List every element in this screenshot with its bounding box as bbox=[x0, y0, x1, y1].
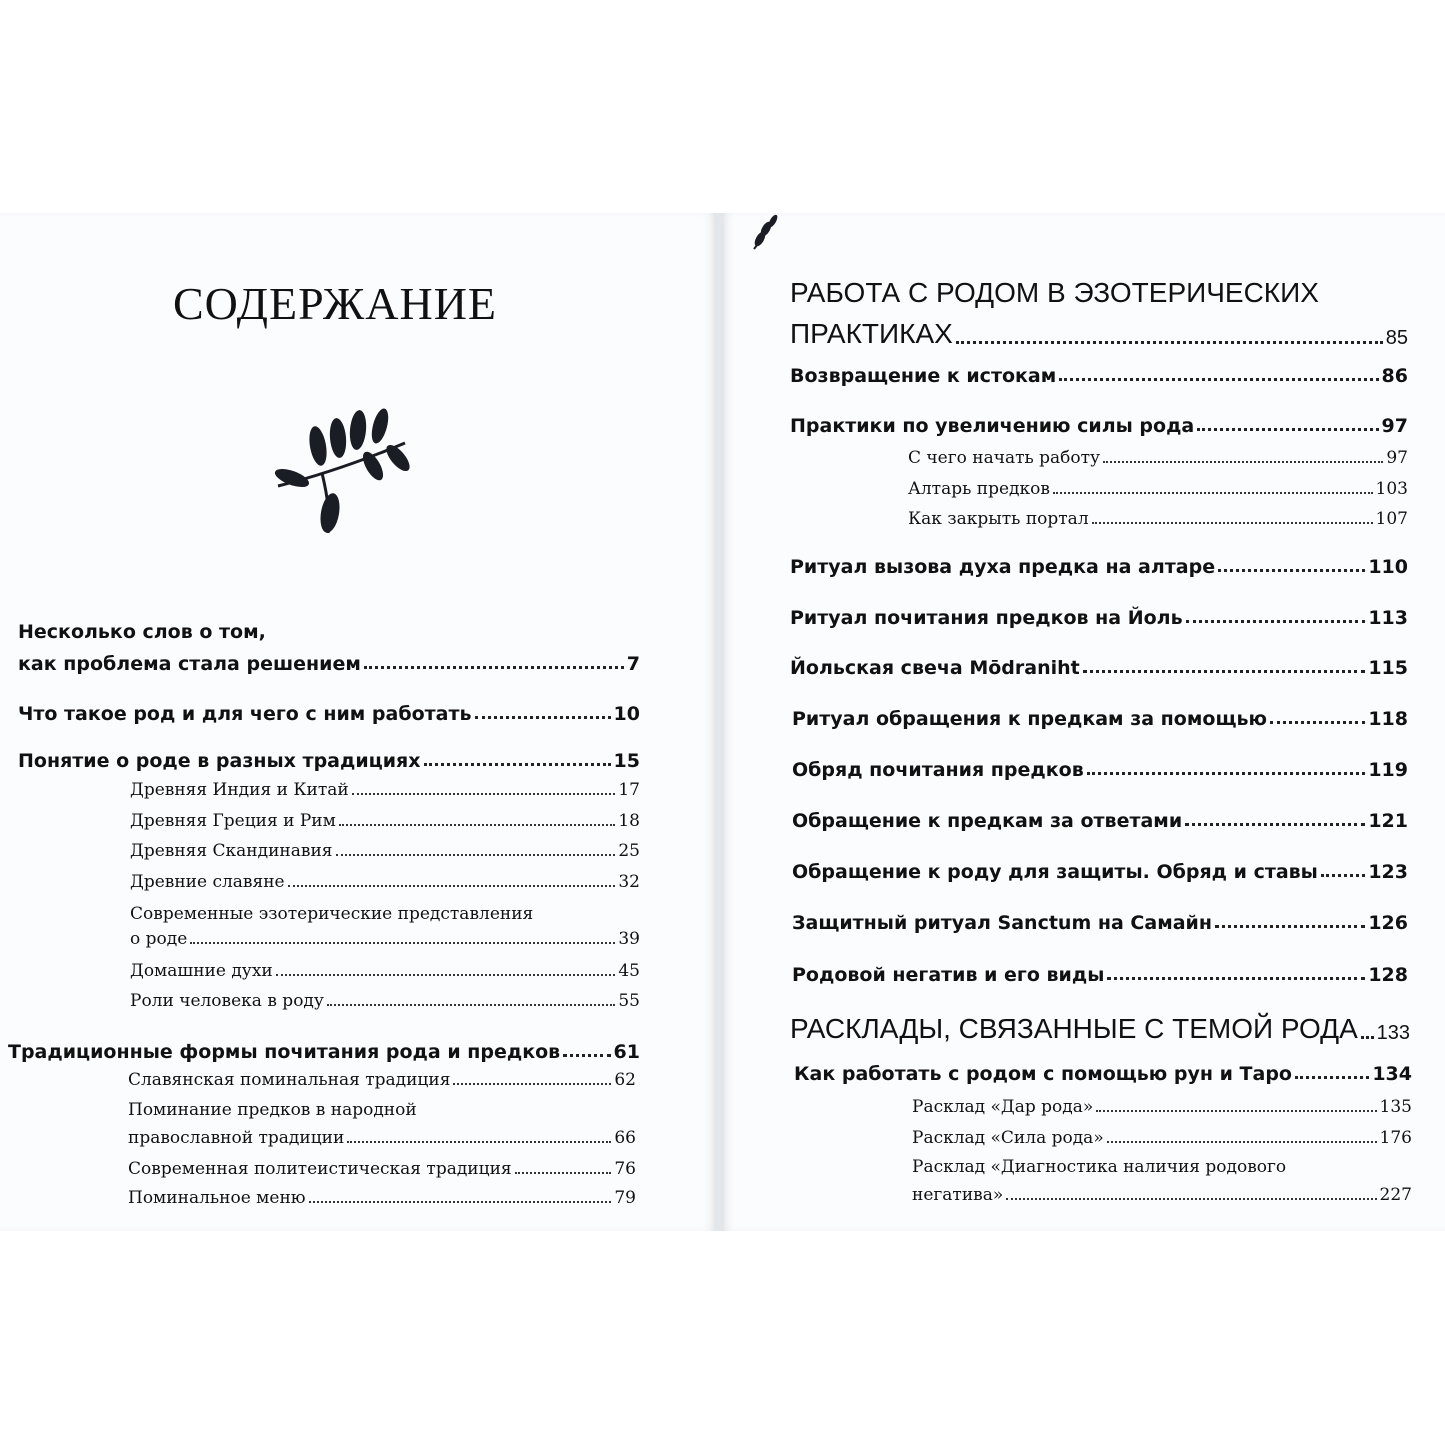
toc-entry[interactable] bbox=[790, 318, 1408, 350]
toc-entry-title: Обращение к роду для защиты. Обряд и ставы bbox=[792, 861, 1318, 883]
toc-page-number: 18 bbox=[618, 811, 640, 831]
dot-leader bbox=[1107, 977, 1365, 980]
dot-leader bbox=[309, 1201, 612, 1203]
dot-leader bbox=[563, 1054, 610, 1057]
toc-page-number: 15 bbox=[613, 750, 640, 772]
toc-entry-title: о роде bbox=[130, 929, 188, 949]
toc-page-number: 103 bbox=[1375, 479, 1408, 499]
toc-entry[interactable] bbox=[8, 1041, 640, 1063]
toc-entry-title: С чего начать работу bbox=[908, 448, 1101, 468]
toc-entry-title: Понятие о роде в разных традициях bbox=[18, 750, 421, 772]
dot-leader bbox=[276, 974, 616, 976]
dot-leader bbox=[339, 824, 616, 826]
toc-page-number: 123 bbox=[1368, 861, 1408, 883]
toc-page-number: 17 bbox=[618, 780, 640, 800]
toc-page-number: 79 bbox=[614, 1188, 636, 1208]
toc-entry-line1: Расклад «Диагностика наличия родового bbox=[912, 1157, 1287, 1177]
toc-entry[interactable] bbox=[790, 415, 1408, 437]
dot-leader bbox=[1215, 925, 1365, 928]
dot-leader bbox=[1361, 1036, 1374, 1039]
dot-leader bbox=[1107, 1141, 1377, 1143]
toc-page-number: 61 bbox=[613, 1041, 640, 1063]
toc-entry[interactable] bbox=[790, 657, 1408, 679]
toc-entry-title: Древняя Индия и Китай bbox=[130, 780, 349, 800]
leaf-branch-ornament bbox=[270, 408, 415, 538]
right-page bbox=[722, 213, 1445, 1231]
toc-entry-title: Расклад «Сила рода» bbox=[912, 1128, 1104, 1148]
dot-leader bbox=[1087, 772, 1366, 775]
dot-leader bbox=[453, 1083, 611, 1085]
toc-entry[interactable] bbox=[128, 1159, 636, 1179]
toc-page-number: 121 bbox=[1368, 810, 1408, 832]
toc-page-number: 39 bbox=[618, 929, 640, 949]
toc-entry[interactable] bbox=[130, 991, 640, 1011]
toc-entry-title: Домашние духи bbox=[130, 961, 273, 981]
toc-entry-title: как проблема стала решением bbox=[18, 653, 361, 675]
dot-leader bbox=[1092, 522, 1373, 524]
toc-entry-title: ПРАКТИКАХ bbox=[790, 318, 953, 349]
dot-leader bbox=[424, 763, 611, 766]
toc-entry-title: негатива» bbox=[912, 1185, 1004, 1205]
toc-entry[interactable] bbox=[128, 1188, 636, 1208]
toc-entry-line1: Современные эзотерические представления bbox=[130, 904, 534, 924]
toc-page-number: 118 bbox=[1368, 708, 1408, 730]
toc-entry[interactable] bbox=[792, 912, 1408, 934]
toc-entry[interactable] bbox=[130, 929, 640, 949]
toc-page-number: 7 bbox=[626, 653, 640, 675]
toc-entry-title: Обращение к предкам за ответами bbox=[792, 810, 1183, 832]
toc-entry[interactable] bbox=[912, 1097, 1412, 1117]
toc-entry-title: Как работать с родом с помощью рун и Таро bbox=[794, 1063, 1292, 1085]
dot-leader bbox=[190, 942, 615, 944]
toc-entry[interactable] bbox=[18, 653, 640, 675]
toc-page-number: 45 bbox=[618, 961, 640, 981]
toc-entry-title: Расклад «Дар рода» bbox=[912, 1097, 1094, 1117]
dot-leader bbox=[1083, 670, 1366, 673]
toc-entry[interactable] bbox=[912, 1185, 1412, 1205]
dot-leader bbox=[336, 854, 616, 856]
toc-entry[interactable] bbox=[790, 556, 1408, 578]
dot-leader bbox=[1185, 823, 1365, 826]
dot-leader bbox=[1103, 461, 1383, 463]
toc-page-number: 66 bbox=[614, 1128, 636, 1148]
dot-leader bbox=[1006, 1198, 1376, 1200]
toc-page-number: 32 bbox=[618, 872, 640, 892]
toc-entry-title: Что такое род и для чего с ним работать bbox=[18, 703, 472, 725]
toc-page-number: 119 bbox=[1368, 759, 1408, 781]
toc-entry[interactable] bbox=[130, 872, 640, 892]
toc-page-number: 62 bbox=[614, 1070, 636, 1090]
toc-entry-title: Роли человека в роду bbox=[130, 991, 324, 1011]
toc-entry-title: Йольская свеча Mōdraniht bbox=[790, 657, 1080, 679]
toc-entry-title: Ритуал обращения к предкам за помощью bbox=[792, 708, 1267, 730]
toc-entry-title: Древние славяне bbox=[130, 872, 285, 892]
toc-entry[interactable] bbox=[792, 810, 1408, 832]
toc-page-number: 97 bbox=[1381, 415, 1408, 437]
page-title: СОДЕРЖАНИЕ bbox=[172, 278, 498, 329]
dot-leader bbox=[352, 793, 616, 795]
leaf-sprig-icon bbox=[748, 213, 782, 253]
toc-entry-title: Родовой негатив и его виды bbox=[792, 964, 1105, 986]
toc-entry-title: Древняя Греция и Рим bbox=[130, 811, 336, 831]
dot-leader bbox=[364, 666, 624, 669]
toc-entry[interactable] bbox=[128, 1070, 636, 1090]
toc-entry[interactable] bbox=[130, 780, 640, 800]
toc-page-number: 10 bbox=[613, 703, 640, 725]
toc-page-number: 134 bbox=[1372, 1063, 1412, 1085]
dot-leader bbox=[1321, 874, 1365, 877]
toc-page-number: 76 bbox=[614, 1159, 636, 1179]
toc-entry[interactable] bbox=[908, 509, 1408, 529]
dot-leader bbox=[1059, 378, 1378, 381]
toc-page-number: 86 bbox=[1381, 365, 1408, 387]
toc-entry[interactable] bbox=[908, 479, 1408, 499]
toc-entry[interactable] bbox=[790, 1013, 1410, 1045]
dot-leader bbox=[347, 1141, 611, 1143]
toc-entry-title: Алтарь предков bbox=[908, 479, 1050, 499]
toc-entry-title: православной традиции bbox=[128, 1128, 345, 1148]
toc-entry-line1: Несколько слов о том, bbox=[18, 621, 266, 643]
toc-entry[interactable] bbox=[130, 811, 640, 831]
toc-entry[interactable] bbox=[790, 365, 1408, 387]
toc-entry[interactable] bbox=[792, 708, 1408, 730]
toc-page-number: 135 bbox=[1379, 1097, 1412, 1117]
toc-entry-title: Практики по увеличению силы рода bbox=[790, 415, 1195, 437]
toc-entry-title: Современная политеистическая традиция bbox=[128, 1159, 512, 1179]
dot-leader bbox=[1295, 1076, 1369, 1079]
dot-leader bbox=[1218, 569, 1365, 572]
dot-leader bbox=[1096, 1110, 1376, 1112]
toc-entry[interactable] bbox=[128, 1128, 636, 1148]
dot-leader bbox=[1186, 620, 1366, 623]
toc-entry[interactable] bbox=[18, 703, 640, 725]
toc-entry-title: Возвращение к истокам bbox=[790, 365, 1057, 387]
toc-entry-title: Как закрыть портал bbox=[908, 509, 1089, 529]
toc-entry-title: Поминальное меню bbox=[128, 1188, 306, 1208]
toc-entry-title: Древняя Скандинавия bbox=[130, 841, 333, 861]
toc-page-number: 126 bbox=[1368, 912, 1408, 934]
toc-entry[interactable] bbox=[908, 448, 1408, 468]
dot-leader bbox=[475, 716, 611, 719]
toc-page-number: 176 bbox=[1379, 1128, 1412, 1148]
toc-page-number: 110 bbox=[1368, 556, 1408, 578]
toc-page-number: 107 bbox=[1375, 509, 1408, 529]
toc-entry-line1: Поминание предков в народной bbox=[128, 1100, 417, 1120]
toc-entry[interactable] bbox=[792, 759, 1408, 781]
toc-entry-title: Ритуал почитания предков на Йоль bbox=[790, 607, 1183, 629]
toc-page-number: 85 bbox=[1385, 327, 1408, 349]
toc-page-number: 115 bbox=[1368, 657, 1408, 679]
left-page bbox=[0, 213, 716, 1231]
toc-entry[interactable] bbox=[792, 964, 1408, 986]
dot-leader bbox=[1053, 492, 1373, 494]
toc-entry[interactable] bbox=[912, 1128, 1412, 1148]
toc-entry[interactable] bbox=[18, 750, 640, 772]
toc-entry-title: Обряд почитания предков bbox=[792, 759, 1084, 781]
toc-page-number: 128 bbox=[1368, 964, 1408, 986]
dot-leader bbox=[515, 1172, 612, 1174]
toc-page-number: 97 bbox=[1386, 448, 1408, 468]
toc-entry-line1: РАБОТА С РОДОМ В ЭЗОТЕРИЧЕСКИХ bbox=[790, 277, 1319, 308]
toc-page-number: 227 bbox=[1379, 1185, 1412, 1205]
toc-page-number: 133 bbox=[1376, 1022, 1410, 1044]
toc-entry[interactable] bbox=[794, 1063, 1412, 1085]
toc-entry[interactable] bbox=[790, 607, 1408, 629]
dot-leader bbox=[288, 885, 616, 887]
dot-leader bbox=[327, 1004, 615, 1006]
toc-entry[interactable] bbox=[792, 861, 1408, 883]
dot-leader bbox=[1197, 428, 1378, 431]
toc-entry[interactable] bbox=[130, 841, 640, 861]
toc-entry-title: Традиционные формы почитания рода и предков bbox=[8, 1041, 561, 1063]
toc-entry-title: РАСКЛАДЫ, СВЯЗАННЫЕ С ТЕМОЙ РОДА bbox=[790, 1013, 1358, 1044]
toc-entry-title: Защитный ритуал Sanctum на Самайн bbox=[792, 912, 1212, 934]
toc-page-number: 25 bbox=[618, 841, 640, 861]
toc-entry-title: Ритуал вызова духа предка на алтаре bbox=[790, 556, 1216, 578]
toc-entry[interactable] bbox=[130, 961, 640, 981]
dot-leader bbox=[1270, 721, 1365, 724]
toc-page-number: 113 bbox=[1368, 607, 1408, 629]
dot-leader bbox=[956, 341, 1383, 344]
toc-page-number: 55 bbox=[618, 991, 640, 1011]
toc-entry-title: Славянская поминальная традиция bbox=[128, 1070, 451, 1090]
